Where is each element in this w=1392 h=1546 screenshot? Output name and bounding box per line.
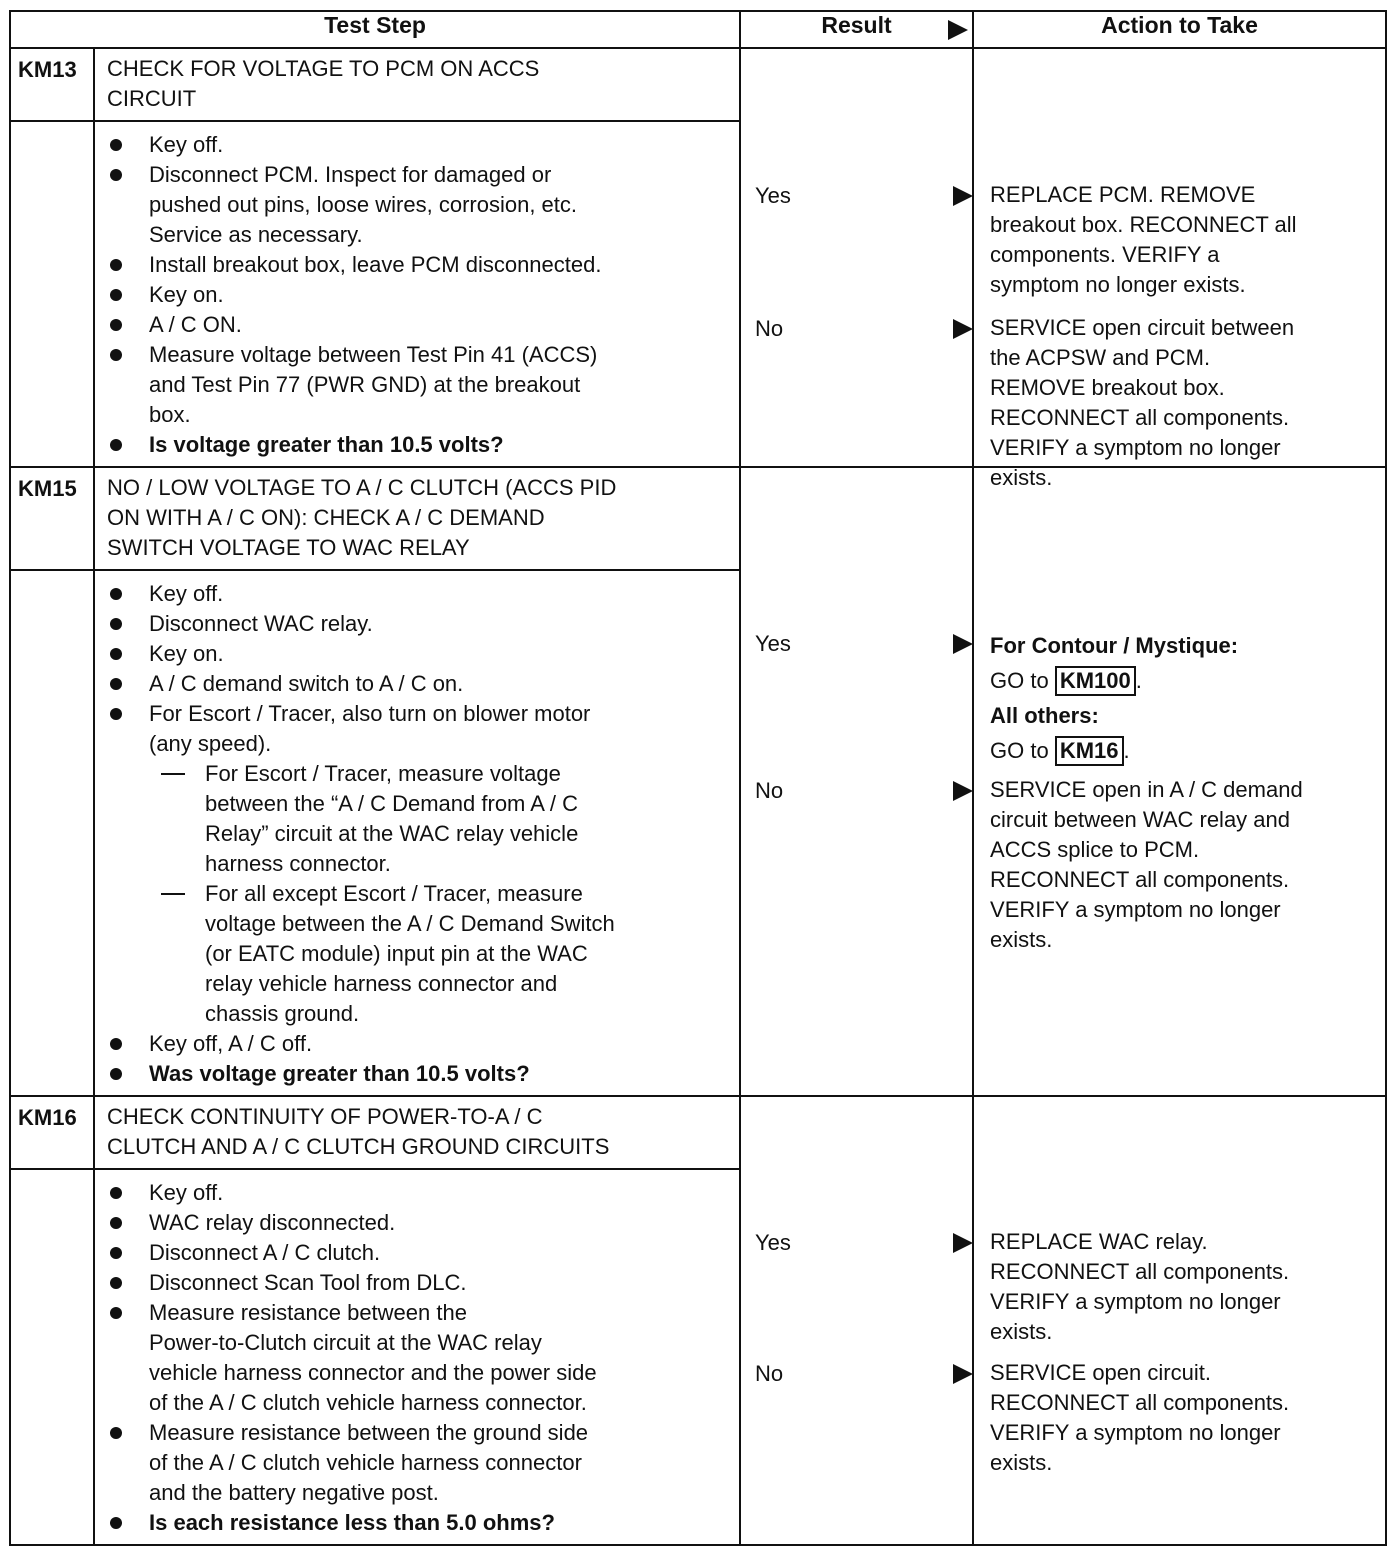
list-item	[103, 1029, 731, 1059]
step-line: relay vehicle harness connector and	[205, 971, 558, 996]
period: .	[1123, 738, 1130, 763]
result-cell	[740, 1096, 973, 1545]
bullet-icon	[110, 169, 122, 181]
header-action: Action to Take	[973, 11, 1386, 48]
step-line: Install breakout box, leave PCM disconnected.	[149, 252, 602, 277]
bullet-icon	[110, 349, 122, 361]
bullet-icon	[110, 1517, 122, 1529]
step-line: and Test Pin 77 (PWR GND) at the breakout	[149, 372, 581, 397]
step-title-line: ON WITH A / C ON): CHECK A / C DEMAND	[107, 505, 545, 530]
list-item	[103, 699, 731, 759]
step-line: Measure voltage between Test Pin 41 (ACCS)	[149, 342, 598, 367]
step-line: A / C ON.	[149, 312, 242, 337]
arrow-right-icon	[953, 319, 973, 339]
blank-cell	[10, 1169, 94, 1545]
bullet-icon	[110, 1277, 122, 1289]
result-yes	[755, 1228, 971, 1258]
step-title	[94, 1096, 740, 1169]
step-line: (any speed).	[149, 731, 272, 756]
step-title-line: SWITCH VOLTAGE TO WAC RELAY	[107, 535, 470, 560]
step-line: Disconnect A / C clutch.	[149, 1240, 381, 1265]
step-line: Is voltage greater than 10.5 volts?	[149, 432, 504, 457]
bullet-icon	[110, 1427, 122, 1439]
step-line: Measure resistance between the ground side	[149, 1420, 589, 1445]
list-item	[103, 430, 731, 460]
action-yes	[990, 1227, 1375, 1347]
step-line: of the A / C clutch vehicle harness connector.	[149, 1390, 587, 1415]
action-yes	[990, 180, 1375, 300]
list-item	[103, 579, 731, 609]
goto-line	[990, 733, 1375, 768]
bullet-icon	[110, 1217, 122, 1229]
list-item	[103, 1508, 731, 1538]
list-item	[103, 609, 731, 639]
dash-icon	[161, 773, 185, 775]
step-line: between the “A / C Demand from A / C	[205, 791, 578, 816]
list-item	[103, 1208, 731, 1238]
step-line: Key on.	[149, 641, 224, 666]
steps-cell	[94, 1169, 740, 1545]
arrow-right-icon	[948, 20, 968, 40]
result-label: Yes	[755, 631, 791, 656]
action-line: RECONNECT all components.	[990, 1259, 1290, 1284]
list-item	[103, 340, 731, 430]
arrow-right-icon	[953, 186, 973, 206]
step-id: KM13	[10, 48, 94, 121]
action-line: VERIFY a symptom no longer	[990, 1420, 1281, 1445]
bullet-icon	[110, 1038, 122, 1050]
list-item	[103, 669, 731, 699]
action-line: exists.	[990, 1450, 1053, 1475]
action-line: breakout box. RECONNECT all	[990, 212, 1297, 237]
action-line: exists.	[990, 1319, 1053, 1344]
result-label: Yes	[755, 183, 791, 208]
result-cell	[740, 467, 973, 1096]
action-line: REMOVE breakout box.	[990, 375, 1225, 400]
result-no	[755, 314, 971, 344]
arrow-right-icon	[953, 1364, 973, 1384]
step-line: Service as necessary.	[149, 222, 363, 247]
list-item	[103, 1268, 731, 1298]
step-line: Key off.	[149, 581, 224, 606]
arrow-right-icon	[953, 1233, 973, 1253]
arrow-right-icon	[953, 634, 973, 654]
result-no	[755, 776, 971, 806]
list-item	[103, 1178, 731, 1208]
list-item	[103, 250, 731, 280]
header-test-step: Test Step	[10, 11, 740, 48]
bullet-icon	[110, 708, 122, 720]
step-line: WAC relay disconnected.	[149, 1210, 396, 1235]
bullet-icon	[110, 1068, 122, 1080]
bullet-icon	[110, 588, 122, 600]
bullet-icon	[110, 319, 122, 331]
step-line: Key off.	[149, 132, 224, 157]
section-title-row	[10, 48, 1386, 121]
step-line: pushed out pins, loose wires, corrosion, etc.	[149, 192, 578, 217]
step-line: Relay” circuit at the WAC relay vehicle	[205, 821, 579, 846]
result-cell	[740, 48, 973, 467]
step-title-line: CHECK FOR VOLTAGE TO PCM ON ACCS	[107, 56, 540, 81]
list-item	[103, 1238, 731, 1268]
step-line: box.	[149, 402, 191, 427]
action-cell	[973, 1096, 1386, 1545]
step-line: of the A / C clutch vehicle harness connector	[149, 1450, 582, 1475]
step-title	[94, 467, 740, 570]
blank-cell	[10, 570, 94, 1096]
action-line: ACCS splice to PCM.	[990, 837, 1200, 862]
list-item	[103, 130, 731, 160]
period: .	[1135, 668, 1142, 693]
bullet-icon	[110, 1187, 122, 1199]
goto-prefix: GO to	[990, 668, 1049, 693]
action-no	[990, 1358, 1375, 1478]
step-line: For Escort / Tracer, also turn on blower motor	[149, 701, 591, 726]
step-line: Key off.	[149, 1180, 224, 1205]
action-heading: For Contour / Mystique:	[990, 633, 1239, 658]
action-cell	[973, 467, 1386, 1096]
action-heading: All others:	[990, 703, 1099, 728]
diagnostic-table	[9, 10, 1387, 1546]
action-line: SERVICE open in A / C demand	[990, 777, 1303, 802]
list-item	[103, 879, 731, 1029]
step-line: harness connector.	[205, 851, 391, 876]
action-line: RECONNECT all components.	[990, 1390, 1290, 1415]
result-yes	[755, 181, 971, 211]
step-line: chassis ground.	[205, 1001, 360, 1026]
step-line: For all except Escort / Tracer, measure	[205, 881, 583, 906]
action-no	[990, 313, 1375, 493]
list-item	[103, 1298, 731, 1418]
bullet-icon	[110, 1307, 122, 1319]
header-result	[740, 11, 973, 48]
action-line: REPLACE PCM. REMOVE	[990, 182, 1256, 207]
step-line: vehicle harness connector and the power side	[149, 1360, 597, 1385]
bullet-icon	[110, 678, 122, 690]
action-line: RECONNECT all components.	[990, 867, 1290, 892]
action-line: circuit between WAC relay and	[990, 807, 1290, 832]
blank-cell	[10, 121, 94, 467]
step-title	[94, 48, 740, 121]
bullet-icon	[110, 1247, 122, 1259]
bullet-icon	[110, 259, 122, 271]
steps-cell	[94, 121, 740, 467]
action-yes	[990, 628, 1375, 768]
bullet-icon	[110, 648, 122, 660]
step-list	[103, 1178, 731, 1538]
step-line: Power-to-Clutch circuit at the WAC relay	[149, 1330, 542, 1355]
step-line: Disconnect WAC relay.	[149, 611, 373, 636]
action-line: SERVICE open circuit between	[990, 315, 1295, 340]
result-yes	[755, 629, 971, 659]
list-item	[103, 1418, 731, 1508]
action-cell	[973, 48, 1386, 490]
bullet-icon	[110, 439, 122, 451]
action-line: symptom no longer exists.	[990, 272, 1246, 297]
bullet-icon	[110, 618, 122, 630]
step-id: KM15	[10, 467, 94, 570]
action-line: the ACPSW and PCM.	[990, 345, 1211, 370]
list-item	[103, 1059, 731, 1089]
step-line: Key on.	[149, 282, 224, 307]
action-line: VERIFY a symptom no longer	[990, 435, 1281, 460]
step-line: Disconnect Scan Tool from DLC.	[149, 1270, 467, 1295]
step-line: Is each resistance less than 5.0 ohms?	[149, 1510, 555, 1535]
step-line: For Escort / Tracer, measure voltage	[205, 761, 561, 786]
action-line: SERVICE open circuit.	[990, 1360, 1211, 1385]
step-list	[103, 130, 731, 460]
arrow-right-icon	[953, 781, 973, 801]
step-id: KM16	[10, 1096, 94, 1169]
step-line: Key off, A / C off.	[149, 1031, 313, 1056]
step-line: voltage between the A / C Demand Switch	[205, 911, 615, 936]
result-no	[755, 1359, 971, 1389]
action-line: REPLACE WAC relay.	[990, 1229, 1208, 1254]
list-item	[103, 759, 731, 879]
step-title-line: CIRCUIT	[107, 86, 197, 111]
action-no	[990, 775, 1375, 955]
result-label: No	[755, 778, 784, 803]
list-item	[103, 639, 731, 669]
bullet-icon	[110, 139, 122, 151]
result-label: Yes	[755, 1230, 791, 1255]
list-item	[103, 160, 731, 250]
header-result-label: Result	[821, 12, 892, 38]
step-line: (or EATC module) input pin at the WAC	[205, 941, 588, 966]
step-line: Measure resistance between the	[149, 1300, 467, 1325]
section-title-row	[10, 467, 1386, 570]
step-list	[103, 579, 731, 1089]
list-item	[103, 310, 731, 340]
list-item	[103, 280, 731, 310]
step-title-line: CHECK CONTINUITY OF POWER-TO-A / C	[107, 1104, 543, 1129]
action-line: components. VERIFY a	[990, 242, 1220, 267]
section-title-row	[10, 1096, 1386, 1169]
goto-ref-link[interactable]: KM100	[1055, 666, 1136, 696]
goto-line	[990, 663, 1375, 698]
header-row	[10, 11, 1386, 48]
step-title-line: CLUTCH AND A / C CLUTCH GROUND CIRCUITS	[107, 1134, 610, 1159]
dash-icon	[161, 893, 185, 895]
steps-cell	[94, 570, 740, 1096]
step-line: A / C demand switch to A / C on.	[149, 671, 464, 696]
goto-prefix: GO to	[990, 738, 1049, 763]
result-label: No	[755, 1361, 784, 1386]
step-line: Disconnect PCM. Inspect for damaged or	[149, 162, 552, 187]
step-line: and the battery negative post.	[149, 1480, 439, 1505]
step-line: Was voltage greater than 10.5 volts?	[149, 1061, 530, 1086]
step-title-line: NO / LOW VOLTAGE TO A / C CLUTCH (ACCS PID	[107, 475, 617, 500]
action-line: exists.	[990, 927, 1053, 952]
action-line: exists.	[990, 465, 1053, 490]
action-line: VERIFY a symptom no longer	[990, 897, 1281, 922]
action-line: RECONNECT all components.	[990, 405, 1290, 430]
bullet-icon	[110, 289, 122, 301]
result-label: No	[755, 316, 784, 341]
action-line: VERIFY a symptom no longer	[990, 1289, 1281, 1314]
goto-ref-link[interactable]: KM16	[1055, 736, 1124, 766]
